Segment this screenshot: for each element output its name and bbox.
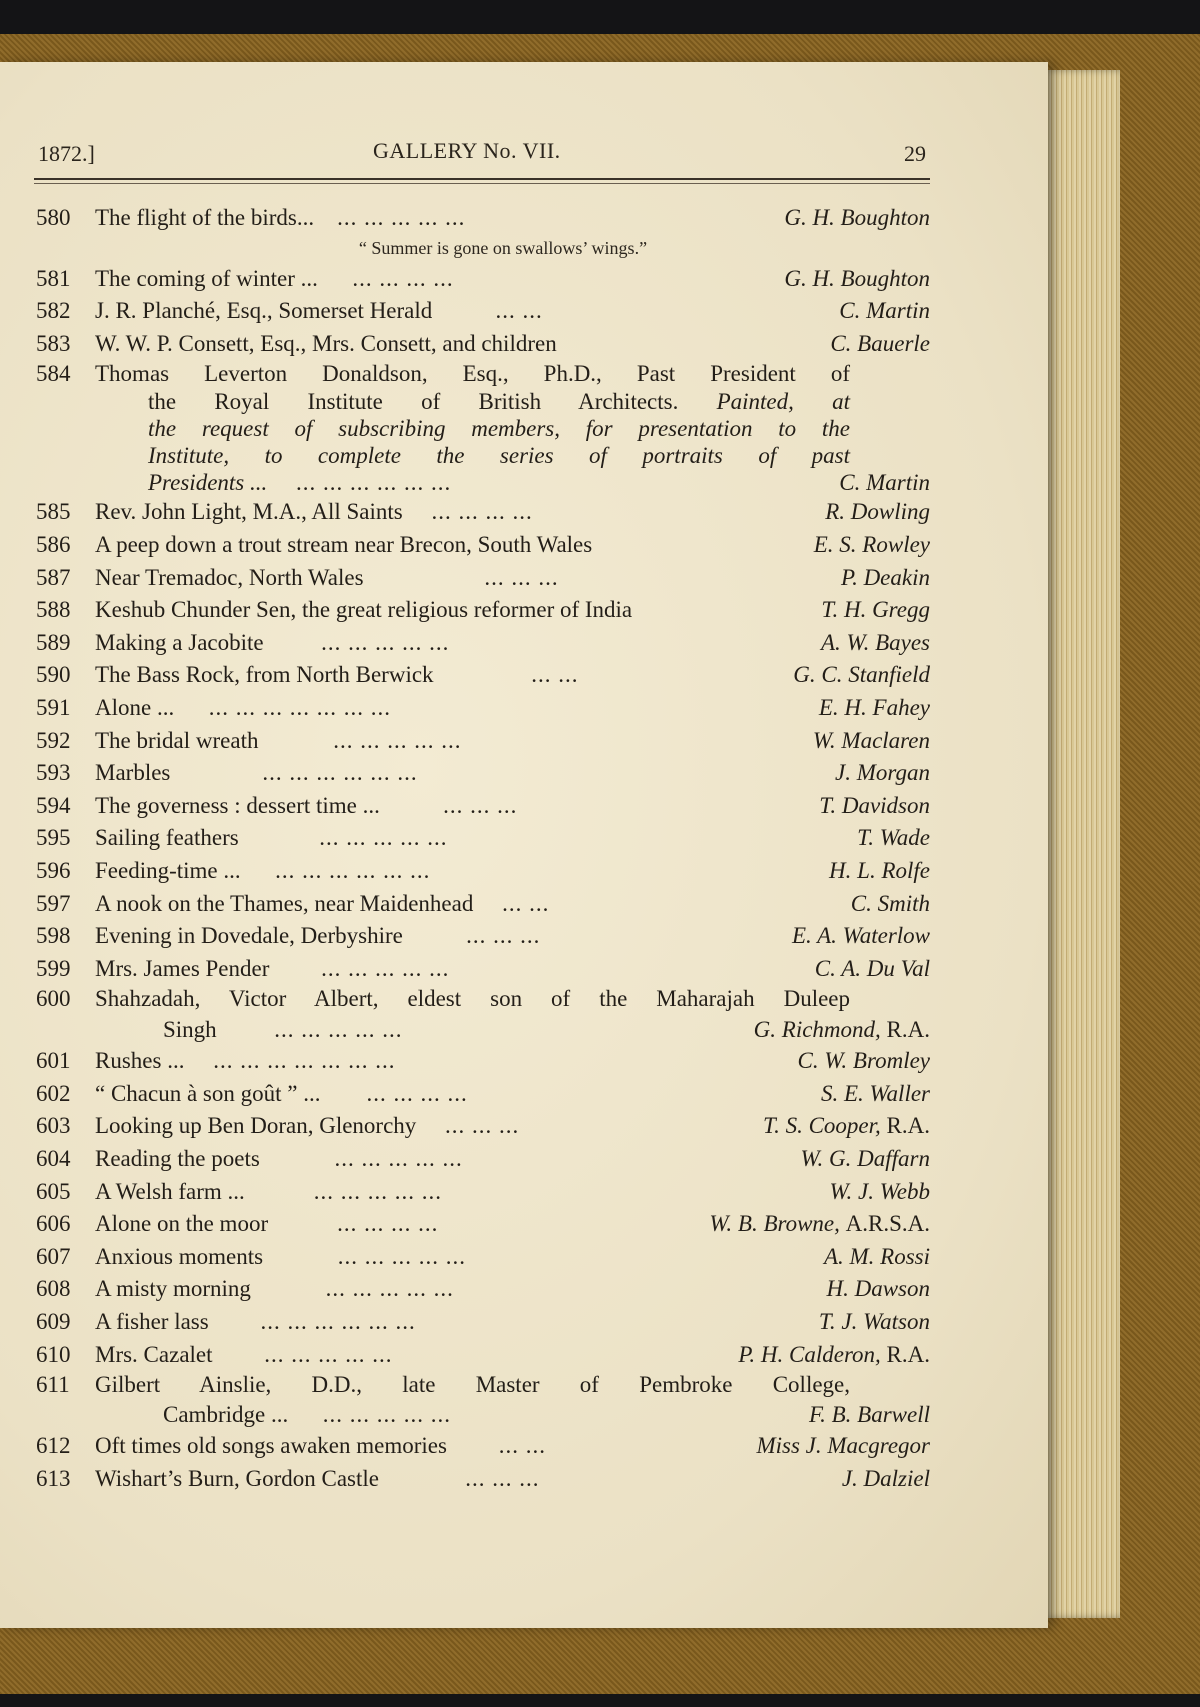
entry-artist: S. E. Waller xyxy=(820,1080,930,1106)
entry-number: 604 xyxy=(36,1146,71,1172)
entry-number: 611 xyxy=(36,1372,70,1398)
entry-title: A nook on the Thames, near Maidenhead xyxy=(95,890,474,916)
entry-title: Alone on the moor xyxy=(95,1211,269,1237)
entry-606 xyxy=(36,1208,930,1241)
header-title: GALLERY No. VII. xyxy=(373,138,561,163)
entry-artist: E. H. Fahey xyxy=(818,694,930,720)
leader-dots: ... ... ... ... ... xyxy=(337,205,466,230)
entry-title: Anxious moments xyxy=(95,1243,264,1269)
entry-582 xyxy=(36,295,930,328)
entry-title: Sailing feathers xyxy=(95,825,239,851)
entry-title-line-2: the Royal Institute of British Architects. xyxy=(148,389,679,415)
entry-588 xyxy=(36,594,930,627)
entry-592 xyxy=(36,725,930,758)
entry-number: 595 xyxy=(36,825,71,851)
entry-number: 601 xyxy=(36,1048,71,1074)
entry-artist: C. Martin xyxy=(839,298,930,324)
entry-artist: A. W. Bayes xyxy=(820,629,930,655)
leader-dots: ... ... ... ... ... xyxy=(264,1341,393,1367)
entry-title: Marbles xyxy=(95,760,171,786)
entry-artist: W. J. Webb xyxy=(829,1178,930,1204)
entry-artist: R. Dowling xyxy=(825,499,930,525)
entry-artist: T. Wade xyxy=(857,825,930,851)
entry-596 xyxy=(36,855,930,888)
leader-dots: ... ... xyxy=(502,890,550,916)
entry-591 xyxy=(36,692,930,725)
entry-note-line-5: Presidents ... xyxy=(148,470,268,496)
entry-title: Rushes ... xyxy=(95,1048,185,1074)
header-year: 1872.] xyxy=(38,141,95,166)
entry-number: 605 xyxy=(36,1178,71,1204)
leader-dots: ... ... ... ... ... xyxy=(322,1402,451,1428)
entry-597 xyxy=(36,888,930,921)
entry-artist: G. H. Boughton xyxy=(784,265,930,291)
entry-title-line-2: Singh xyxy=(163,1017,217,1043)
leader-dots: ... ... ... xyxy=(443,792,518,818)
entry-605 xyxy=(36,1176,930,1209)
entry-number: 583 xyxy=(36,330,71,356)
entry-note-line-4: Institute, to complete the series of portraits of past xyxy=(148,443,850,469)
entry-artist: T. H. Gregg xyxy=(821,597,930,623)
entry-title: A peep down a trout stream near Brecon, South Wales xyxy=(95,531,593,557)
entry-artist: J. Dalziel xyxy=(841,1465,930,1491)
entry-594 xyxy=(36,790,930,823)
entry-artist: T. J. Watson xyxy=(818,1309,930,1335)
leader-dots: ... ... ... ... xyxy=(337,1211,439,1237)
leader-dots: ... ... ... ... ... ... xyxy=(260,1309,416,1335)
entry-581 xyxy=(36,263,930,296)
entry-artist: E. S. Rowley xyxy=(813,531,930,557)
entry-598 xyxy=(36,920,930,953)
entry-number: 608 xyxy=(36,1276,71,1302)
entry-610 xyxy=(36,1339,930,1372)
entry-number: 594 xyxy=(36,792,71,818)
entry-599 xyxy=(36,953,930,986)
entry-artist: C. Martin xyxy=(839,470,930,496)
entry-number: 587 xyxy=(36,564,71,590)
entry-613 xyxy=(36,1463,930,1496)
leader-dots: ... ... ... ... ... xyxy=(334,1146,463,1172)
leader-dots: ... ... ... ... ... ... xyxy=(296,470,452,496)
artist-honorific: A.R.S.A. xyxy=(845,1211,930,1237)
entry-589 xyxy=(36,627,930,660)
entry-number: 609 xyxy=(36,1309,71,1335)
entry-artist: P. H. Calderon, xyxy=(738,1341,881,1367)
entry-title: Alone ... xyxy=(95,694,175,720)
entry-artist: H. Dawson xyxy=(826,1276,930,1302)
entry-artist: T. S. Cooper, xyxy=(763,1113,881,1139)
entry-artist: F. B. Barwell xyxy=(809,1402,930,1428)
leader-dots: ... ... ... ... ... xyxy=(337,1243,467,1269)
entry-600 xyxy=(36,985,930,1045)
entry-number: 586 xyxy=(36,531,71,557)
entry-number: 590 xyxy=(36,662,71,688)
leader-dots: ... ... ... ... ... ... xyxy=(275,857,431,883)
entry-artist: W. B. Browne, xyxy=(709,1211,840,1237)
entry-artist: Miss J. Macgregor xyxy=(756,1433,930,1459)
entry-number: 580 xyxy=(36,205,71,230)
running-head xyxy=(38,138,928,171)
leader-dots: ... ... ... xyxy=(465,1465,540,1491)
entry-601 xyxy=(36,1045,930,1078)
entry-number: 612 xyxy=(36,1433,71,1459)
page-number: 29 xyxy=(904,141,926,166)
entry-612 xyxy=(36,1430,930,1463)
entry-number: 598 xyxy=(36,923,71,949)
entry-title: Mrs. James Pender xyxy=(95,955,270,981)
leader-dots: ... ... ... ... ... xyxy=(321,955,450,981)
leader-dots: ... ... ... ... xyxy=(366,1080,468,1106)
leader-dots: ... ... ... ... ... xyxy=(274,1017,403,1043)
entry-artist: C. W. Bromley xyxy=(797,1048,930,1074)
entry-number: 596 xyxy=(36,857,71,883)
entry-590 xyxy=(36,659,930,692)
entry-title: Near Tremadoc, North Wales xyxy=(95,564,364,590)
entry-line xyxy=(36,202,930,235)
entry-number: 597 xyxy=(36,890,71,916)
entry-title: Feeding-time ... xyxy=(95,857,241,883)
entry-title: The Bass Rock, from North Berwick xyxy=(95,662,434,688)
leader-dots: ... ... ... ... ... xyxy=(333,727,462,753)
leader-dots: ... ... ... xyxy=(445,1113,520,1139)
entry-artist: W. G. Daffarn xyxy=(800,1146,930,1172)
entry-title: Evening in Dovedale, Derbyshire xyxy=(95,923,403,949)
entry-title: W. W. P. Consett, Esq., Mrs. Consett, and children xyxy=(95,330,557,356)
leader-dots: ... ... ... ... ... xyxy=(325,1276,454,1302)
entry-title: Wishart’s Burn, Gordon Castle xyxy=(95,1465,379,1491)
entry-artist: P. Deakin xyxy=(840,564,930,590)
entry-title-line-1: Shahzadah, Victor Albert, eldest son of the Maharajah Duleep xyxy=(95,986,850,1012)
entry-title: Reading the poets xyxy=(95,1146,260,1172)
entry-number: 592 xyxy=(36,727,71,753)
leader-dots: ... ... ... ... ... xyxy=(321,629,450,655)
entry-title: Oft times old songs awaken memories xyxy=(95,1433,447,1459)
leader-dots: ... ... xyxy=(498,1433,546,1459)
leader-dots: ... ... ... ... xyxy=(431,499,533,525)
catalogue-entries xyxy=(36,202,930,1495)
entry-595 xyxy=(36,822,930,855)
entry-title: The flight of the birds... xyxy=(95,205,315,230)
entry-artist: G. H. Boughton xyxy=(784,205,930,230)
entry-note-line-3: the request of subscribing members, for presentation to the xyxy=(148,416,850,442)
entry-number: 589 xyxy=(36,629,71,655)
entry-title: The coming of winter ... xyxy=(95,265,318,291)
entry-583 xyxy=(36,328,930,361)
leader-dots: ... ... ... ... ... xyxy=(313,1178,443,1204)
entry-title: Looking up Ben Doran, Glenorchy xyxy=(95,1113,417,1139)
leader-dots: ... ... xyxy=(495,298,543,324)
entry-artist: T. Davidson xyxy=(819,792,930,818)
entry-607 xyxy=(36,1241,930,1274)
entry-title: The governess : dessert time ... xyxy=(95,792,380,818)
entry-title: A Welsh farm ... xyxy=(95,1178,245,1204)
entry-artist: C. Smith xyxy=(850,890,930,916)
page-edges xyxy=(1044,70,1120,1618)
entry-609 xyxy=(36,1306,930,1339)
entry-604 xyxy=(36,1143,930,1176)
entry-title-line-1: Gilbert Ainslie, D.D., late Master of Pembroke College, xyxy=(95,1372,850,1398)
entry-artist: E. A. Waterlow xyxy=(791,923,930,949)
entry-number: 606 xyxy=(36,1211,71,1237)
entry-number: 603 xyxy=(36,1113,71,1139)
artist-honorific: R.A. xyxy=(886,1113,930,1139)
entry-number: 613 xyxy=(36,1465,71,1491)
entry-number: 588 xyxy=(36,597,71,623)
entry-title: Rev. John Light, M.A., All Saints xyxy=(95,499,403,525)
leader-dots: ... ... ... xyxy=(466,923,541,949)
entry-number: 610 xyxy=(36,1341,71,1367)
entry-artist: W. Maclaren xyxy=(812,727,930,753)
entry-603 xyxy=(36,1110,930,1143)
artist-honorific: R.A. xyxy=(886,1341,930,1367)
entry-title-line-2: Cambridge ... xyxy=(163,1402,289,1428)
entry-number: 593 xyxy=(36,760,71,786)
entry-artist: A. M. Rossi xyxy=(823,1243,930,1269)
entry-title: Making a Jacobite xyxy=(95,629,264,655)
entry-note: Painted, at xyxy=(716,389,850,415)
entry-number: 600 xyxy=(36,986,71,1012)
entry-number: 607 xyxy=(36,1243,71,1269)
leader-dots: ... ... ... xyxy=(484,564,559,590)
entry-title: A fisher lass xyxy=(95,1309,209,1335)
entry-title-line-1: Thomas Leverton Donaldson, Esq., Ph.D., Past President of xyxy=(95,361,850,387)
entry-number: 582 xyxy=(36,298,71,324)
header-rule xyxy=(34,178,930,180)
entry-artist: C. A. Du Val xyxy=(814,955,930,981)
entry-quote: “ Summer is gone on swallows’ wings.” xyxy=(358,237,648,258)
header-rule-thin xyxy=(34,183,930,184)
entry-number: 602 xyxy=(36,1080,71,1106)
entry-artist: G. C. Stanfield xyxy=(793,662,930,688)
entry-number: 581 xyxy=(36,265,71,291)
entry-number: 585 xyxy=(36,499,71,525)
entry-title: “ Chacun à son goût ” ... xyxy=(95,1080,321,1106)
leader-dots: ... ... ... ... ... ... xyxy=(262,760,418,786)
entry-number: 584 xyxy=(36,361,71,387)
entry-593 xyxy=(36,757,930,790)
entry-artist: C. Bauerle xyxy=(830,330,930,356)
entry-artist: H. L. Rolfe xyxy=(829,857,930,883)
entry-artist: J. Morgan xyxy=(835,760,930,786)
leader-dots: ... ... ... ... ... ... ... xyxy=(208,694,391,720)
entry-title: Keshub Chunder Sen, the great religious reformer of India xyxy=(95,597,633,623)
leader-dots: ... ... ... ... ... xyxy=(319,825,448,851)
entry-number: 599 xyxy=(36,955,71,981)
entry-title: Mrs. Cazalet xyxy=(95,1341,213,1367)
entry-584 xyxy=(36,360,930,496)
entry-602 xyxy=(36,1078,930,1111)
entry-608 xyxy=(36,1273,930,1306)
entry-title: A misty morning xyxy=(95,1276,251,1302)
entry-585 xyxy=(36,496,930,529)
entry-title: J. R. Planché, Esq., Somerset Herald xyxy=(95,298,433,324)
artist-honorific: R.A. xyxy=(886,1017,930,1043)
entry-611 xyxy=(36,1371,930,1430)
leader-dots: ... ... ... ... xyxy=(352,265,454,291)
leader-dots: ... ... xyxy=(531,662,579,688)
entry-580 xyxy=(36,202,930,263)
entry-587 xyxy=(36,562,930,595)
entry-586 xyxy=(36,529,930,562)
entry-artist: G. Richmond, xyxy=(753,1017,881,1043)
entry-number: 591 xyxy=(36,694,71,720)
leader-dots: ... ... ... ... ... ... ... xyxy=(213,1048,396,1074)
entry-title: The bridal wreath xyxy=(95,727,259,753)
